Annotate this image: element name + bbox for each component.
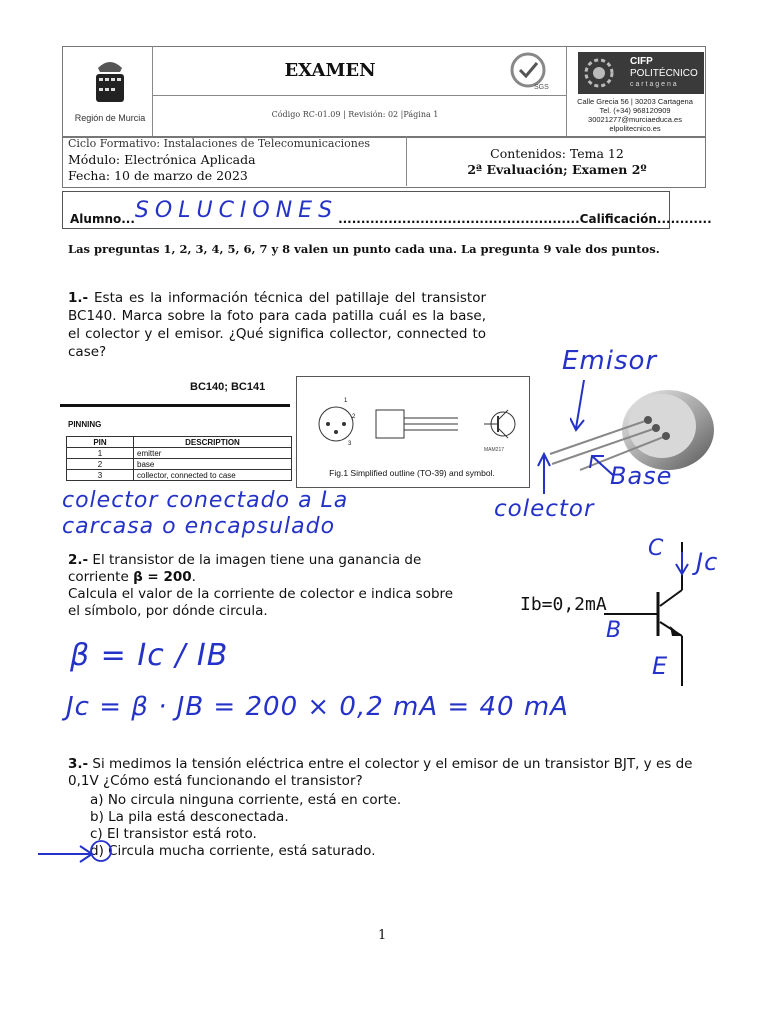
fig-pin-3: 3: [348, 441, 352, 447]
label-ic: Jc: [696, 548, 719, 576]
gear-icon: [580, 54, 618, 92]
page-number: 1: [378, 928, 387, 943]
label-e: E: [652, 652, 669, 680]
q3-text: 3.- Si medimos la tensión eléctrica entre el colector y el emisor de un transistor BJT, y es de 0,1V ¿Cómo está funcionando el transistor?: [68, 756, 693, 789]
formula-beta: β = Ic / IB: [70, 638, 229, 673]
school-logo: CIFP POLITÉCNICO c a r t a g e n a: [578, 52, 704, 94]
answer-base: Base: [610, 462, 673, 490]
student-row: [70, 198, 712, 229]
fig-pin-1: 1: [344, 398, 348, 404]
exam-title: EXAMEN: [284, 60, 376, 81]
modulo-text: Módulo: Electrónica Aplicada: [68, 152, 256, 167]
answer-text-line1: colector conectado a La: [62, 488, 349, 513]
table-header-row: PIN DESCRIPTION: [67, 437, 292, 448]
table-row: 1 emitter: [67, 448, 292, 459]
ciclo-text: Ciclo Formativo: Instalaciones de Telecomunicaciones: [68, 137, 371, 150]
region-label: Región de Murcia: [74, 113, 146, 123]
label-b: B: [606, 618, 623, 643]
figure-caption: Fig.1 Simplified outline (TO-39) and symbol.: [329, 468, 495, 478]
evaluacion-text: 2ª Evaluación; Examen 2º: [467, 162, 647, 177]
option-d: d) Circula mucha corriente, está saturado.: [90, 843, 376, 859]
contenidos-text: Contenidos: Tema 12: [490, 146, 624, 161]
label-c: C: [648, 536, 665, 561]
school-address: Calle Grecia 56 | 30203 Cartagena Tel. (+34) 968120909 30021277@murciaeduca.es elpolitecnico.es: [577, 97, 693, 133]
pinning-label: PINNING: [68, 420, 102, 429]
arrow-colector-icon: [534, 450, 554, 496]
datasheet-title: BC140; BC141: [190, 381, 266, 393]
fig-code: MAM217: [484, 447, 505, 453]
sgs-label: SGS: [534, 84, 549, 91]
option-c: c) El transistor está roto.: [90, 826, 257, 842]
answer-emisor: Emisor: [562, 346, 658, 376]
fecha-text: Fecha: 10 de marzo de 2023: [68, 168, 248, 183]
intro-text: Las preguntas 1, 2, 3, 4, 5, 6, 7 y 8 valen un punto cada una. La pregunta 9 vale dos puntos.: [68, 242, 660, 256]
option-a: a) No circula ninguna corriente, está en corte.: [90, 792, 402, 808]
fig-pin-2: 2: [352, 414, 356, 420]
formula-ic: Jc = β · JB = 200 × 0,2 mA = 40 mA: [66, 692, 569, 722]
option-b: b) La pila está desconectada.: [90, 809, 289, 825]
alumno-dots: .....................................................: [338, 212, 580, 226]
q3-options: [90, 792, 401, 860]
region-logo: [90, 54, 130, 108]
table-row: 3 collector, connected to case: [67, 470, 292, 481]
code-line: Código RC-01.09 | Revisión: 02 |Página 1: [271, 110, 439, 119]
table-row: 2 base: [67, 459, 292, 470]
answer-arrow-icon: [34, 838, 114, 868]
transistor-photo: [540, 376, 720, 476]
pinning-table: [66, 436, 292, 481]
answer-text-line2: carcasa o encapsulado: [62, 514, 336, 539]
ib-label: Ib=0,2mA: [520, 594, 607, 615]
info-divider: [406, 136, 407, 186]
calificacion-label: Calificación............: [579, 212, 712, 226]
header-divider-mid: [152, 95, 566, 96]
alumno-label: Alumno...: [70, 212, 135, 226]
arrow-emisor-icon: [570, 378, 590, 434]
answer-colector: colector: [494, 496, 595, 522]
datasheet-rule: [60, 404, 290, 407]
q2-text: 2.- El transistor de la imagen tiene una ganancia de corriente β = 200. Calcula el valor de la corriente de colector e indica sobre el símbolo, por dónde circula.: [68, 552, 454, 619]
alumno-value: SOLUCIONES: [134, 198, 339, 223]
q1-text: 1.- Esta es la información técnica del patillaje del transistor BC140. Marca sobre la foto para cada patilla cuál es la base, el colector y el emisor. ¿Qué significa collector, connected to case?: [68, 290, 487, 360]
